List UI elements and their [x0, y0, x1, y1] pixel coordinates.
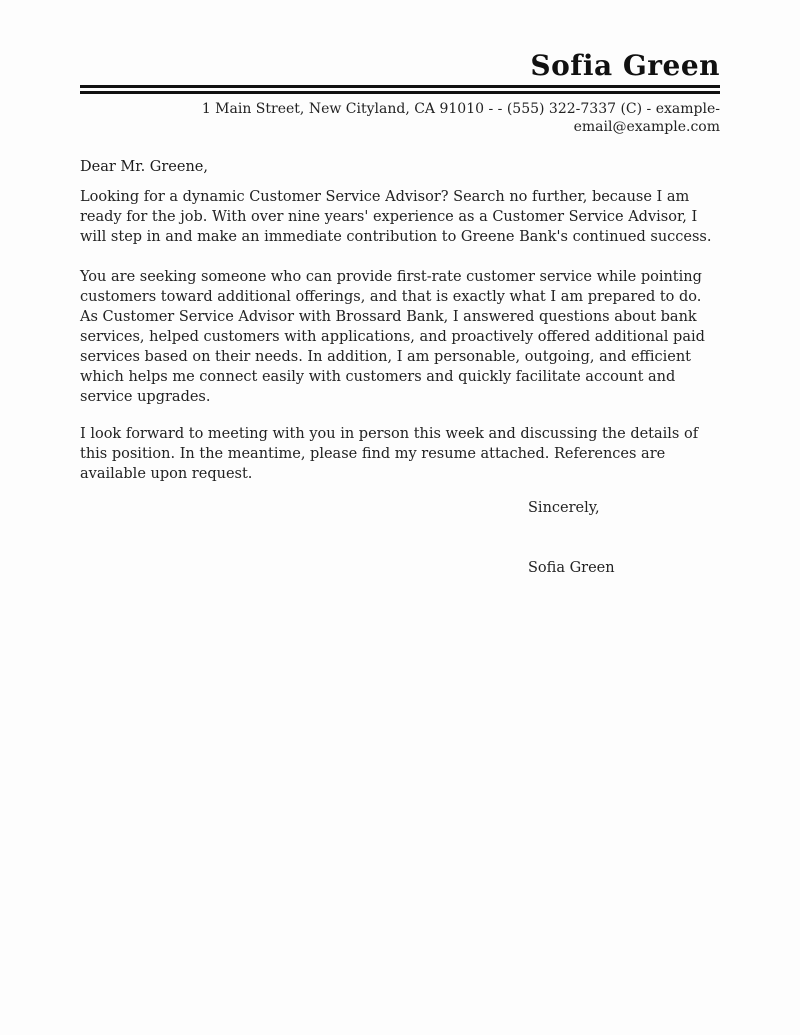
cover-letter [80, 50, 720, 578]
header-double-rule [80, 85, 720, 94]
body-paragraph-2: You are seeking someone who can provide first-rate customer service while pointing customers toward additional offerings, and that is exactly what I am prepared to do. As Customer Service Advisor with Brossard Bank, I answered questions about bank services, helped customers with applications, and proactively offered additional paid services based on their needs. In addition, I am personable, outgoing, and efficient which helps me connect easily with customers and quickly facilitate account and service upgrades. [80, 269, 705, 405]
closing-phrase: Sincerely, [528, 500, 600, 516]
body-paragraph-1: Looking for a dynamic Customer Service Advisor? Search no further, because I am ready for the job. With over nine years' experience as a Customer Service Advisor, I will step in and make an immediate contribution to Greene Bank's continued success. [80, 189, 712, 245]
contact-info: 1 Main Street, New Cityland, CA 91010 - - (555) 322-7337 (C) - example-email@example.com [201, 101, 720, 135]
body-paragraph-3: I look forward to meeting with you in person this week and discussing the details of this position. In the meantime, please find my resume attached. References are available upon request. [80, 426, 699, 482]
letter-header-name: Sofia Green [530, 49, 720, 82]
salutation: Dear Mr. Greene, [80, 159, 209, 175]
signature-block [80, 498, 720, 578]
signature-name: Sofia Green [528, 560, 615, 576]
